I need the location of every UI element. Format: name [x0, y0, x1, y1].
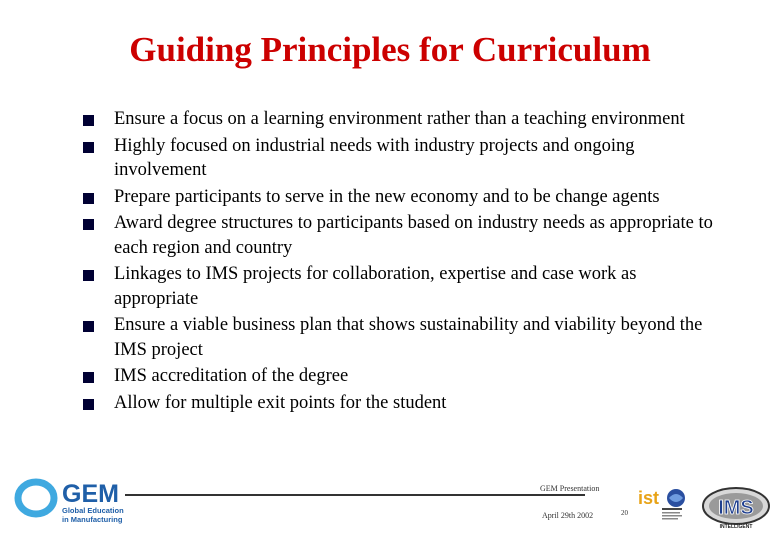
square-bullet-icon	[83, 321, 94, 332]
ist-logo-text: ist	[638, 488, 660, 508]
bullet-text: Prepare participants to serve in the new economy and to be change agents	[114, 186, 660, 207]
list-item	[80, 134, 720, 183]
list-item	[80, 364, 720, 389]
gem-logo-text: GEM	[62, 480, 119, 508]
footer-date: April 29th 2002	[542, 511, 594, 520]
square-bullet-icon	[83, 372, 94, 383]
bullet-text: Ensure a focus on a learning environment rather than a teaching environment	[114, 109, 685, 129]
square-bullet-icon	[83, 399, 94, 410]
square-bullet-icon	[83, 219, 94, 230]
gem-tagline-2: in Manufacturing	[62, 515, 123, 524]
square-bullet-icon	[83, 115, 94, 126]
list-item	[80, 185, 720, 210]
list-item	[80, 391, 720, 416]
square-bullet-icon	[83, 270, 94, 281]
ims-logo-text: IMS	[718, 497, 754, 519]
square-bullet-icon	[83, 193, 94, 204]
bullet-text: Award degree structures to participants based on industry needs as appropriate to each region and country	[114, 213, 713, 258]
bullet-list	[80, 107, 720, 417]
footer-presentation-label: GEM Presentation	[540, 484, 600, 493]
ims-tagline: INTELLIGENT	[719, 524, 753, 530]
list-item	[80, 313, 720, 362]
gem-logo	[12, 472, 137, 528]
list-item	[80, 262, 720, 311]
page-number: 20	[621, 509, 628, 517]
ist-logo	[636, 486, 692, 526]
list-item	[80, 211, 720, 260]
list-item	[80, 107, 720, 132]
slide-title: Guiding Principles for Curriculum	[129, 30, 651, 69]
bullet-text: Highly focused on industrial needs with industry projects and ongoing involvement	[114, 135, 635, 180]
bullet-text: Linkages to IMS projects for collaboration, expertise and case work as appropriate	[114, 264, 637, 309]
bullet-text: Ensure a viable business plan that shows sustainability and viability beyond the IMS project	[114, 315, 703, 360]
square-bullet-icon	[83, 142, 94, 153]
footer-divider	[125, 494, 585, 496]
bullet-text: Allow for multiple exit points for the student	[114, 392, 447, 413]
ims-logo	[700, 484, 772, 532]
bullet-text: IMS accreditation of the degree	[114, 366, 349, 386]
gem-tagline-1: Global Education	[62, 506, 124, 515]
